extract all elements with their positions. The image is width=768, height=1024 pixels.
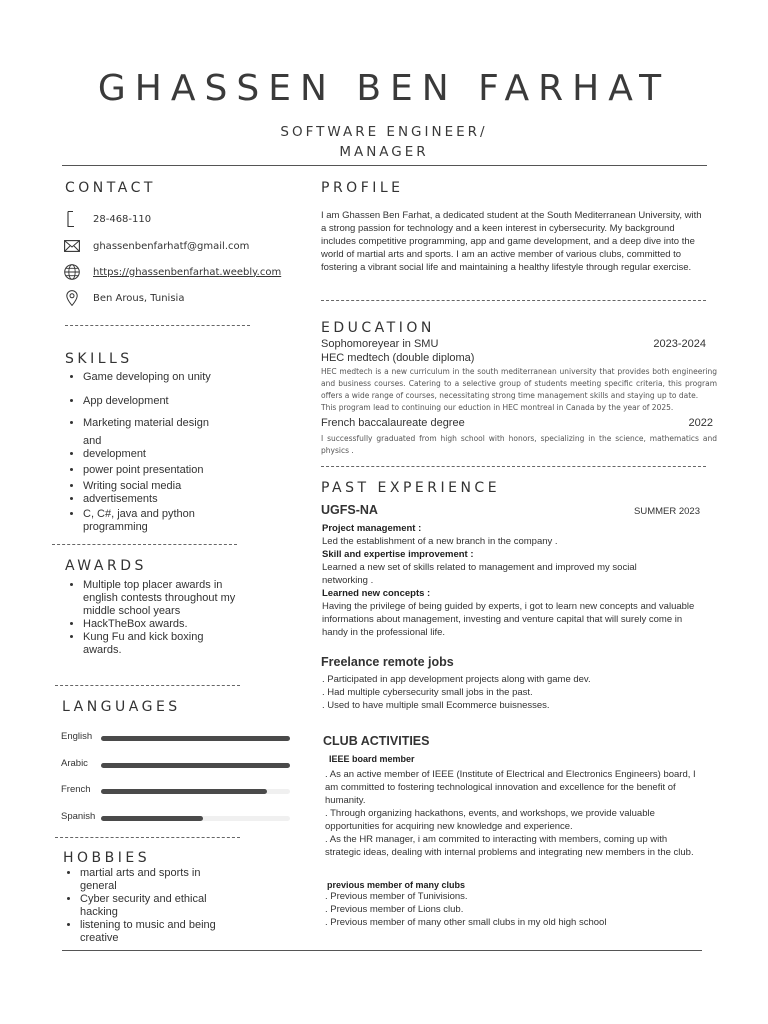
education-1-title: Sophomoreyear in SMU [321,338,439,350]
language-name: Spanish [61,811,96,822]
contact-website [64,262,294,282]
education-title: EDUCATION [321,320,435,336]
skills-title: SKILLS [65,351,133,367]
education-1-description: HEC medtech is a new curriculum in the south mediterranean university that provides both engineering and business courses. Catering to a selective group of students meeting specific criteria, this program offers a wide range of courses, necessitating strong time management skills and staying up to date. [321,367,717,400]
education-2-title: French baccalaureate degree [321,417,465,429]
header-divider [62,165,707,166]
email-text: ghassenbenfarhatf@gmail.com [93,240,250,252]
awards-list [66,579,241,657]
language-bar-fill [101,763,290,768]
project-management-label: Project management : [322,523,422,534]
ieee-item: . As an active member of IEEE (Institute of Electrical and Electronics Engineers) board, I am committed to fostering technological innovation and excellence for the benefit of humanity. [325,769,696,806]
profile-title: PROFILE [321,180,404,196]
clubs-title: CLUB ACTIVITIES [323,734,430,748]
skill-improvement-label: Skill and expertise improvement : [322,549,474,560]
languages-divider [55,837,240,838]
contact-email [64,236,294,256]
education-2-year: 2022 [688,417,713,429]
awards-divider [55,685,240,686]
language-row-arabic [61,758,291,772]
skill-improvement-text: Learned a new set of skills related to management and improved my social networking . [322,562,637,586]
skill-item: • Marketing material design [83,417,266,430]
globe-icon [64,264,80,280]
education-1-years: 2023-2024 [653,338,706,350]
skill-item: • Game developing on unity [83,371,266,384]
envelope-icon [64,238,80,254]
education-1-description-2: This program lead to continuing our eduction in HEC montreal in Canada by the year of 2025. [321,403,674,412]
freelance-list [322,673,702,712]
contact-phone [64,209,294,229]
project-management-text: Led the establishment of a new branch in the company . [322,536,558,547]
education-entry-2 [321,416,713,430]
language-row-spanish [61,811,291,825]
previous-clubs-label: previous member of many clubs [327,880,466,890]
hobby-item: • martial arts and sports in general [80,867,238,893]
hobby-item: • listening to music and being creative [80,919,238,945]
freelance-item: . Used to have multiple small Ecommerce buisnesses. [322,700,550,711]
previous-club-item: . Previous member of many other small clubs in my old high school [325,917,607,928]
job-title-line2: MANAGER [339,144,429,160]
freelance-item: . Participated in app development projects along with game dev. [322,674,591,685]
location-pin-icon [64,290,80,306]
ieee-details [325,768,700,859]
skill-item: • advertisements [83,493,266,506]
contact-divider [65,325,250,326]
skill-item: • development [83,448,266,461]
experience-title: PAST EXPERIENCE [321,480,501,496]
footer-divider [62,950,702,951]
language-bar-track [101,736,290,741]
contact-title: CONTACT [65,180,156,196]
learned-concepts-text: Having the privilege of being guided by experts, i got to learn new concepts and valuable informations about management, investing and venture capital that will surely come in handy in the professional life. [322,601,695,638]
job-1-org: UGFS-NA [321,503,378,517]
education-1-subtitle: HEC medtech (double diploma) [321,352,475,364]
skill-item: • C, C#, java and python programming [83,508,223,534]
language-row-english [61,731,291,745]
language-name: Arabic [61,758,88,769]
learned-concepts-label: Learned new concepts : [322,588,431,599]
education-2-description: I successfully graduated from high school with honors, specializing in the science, mathematics and physics . [321,434,717,455]
languages-title: LANGUAGES [62,699,181,715]
language-bar-track [101,763,290,768]
language-bar-fill [101,789,267,794]
language-bar-fill [101,736,290,741]
freelance-item: . Had multiple cybersecurity small jobs in the past. [322,687,533,698]
education-entry-1 [321,337,706,351]
skills-list [66,371,266,534]
ieee-label: IEEE board member [329,754,415,764]
hobbies-list [63,867,238,945]
freelance-title: Freelance remote jobs [321,655,454,669]
skill-item: • Writing social media [83,480,266,493]
profile-divider [321,300,706,301]
contact-location [64,288,294,308]
job-title [0,122,768,162]
hobby-item: • Cyber security and ethical hacking [80,893,238,919]
previous-club-item: . Previous member of Tunivisions. [325,891,468,902]
location-text: Ben Arous, Tunisia [93,292,185,304]
award-item: • Kung Fu and kick boxing awards. [83,631,223,657]
language-name: French [61,784,91,795]
language-name: English [61,731,93,742]
previous-club-item: . Previous member of Lions club. [325,904,464,915]
ieee-item: . As the HR manager, i am commited to interacting with members, coming up with strategic ideas, dealing with internal problems and integrating new members in the club. [325,834,694,858]
awards-title: AWARDS [65,558,147,574]
skill-item: • power point presentation [83,464,266,477]
award-item: • HackTheBox awards. [83,618,241,631]
profile-text: I am Ghassen Ben Farhat, a dedicated student at the South Mediterranean University, with a strong passion for technology and a keen interest in cybersecurity. My background includes competitive programming, app and game development, and a deep dive into the world of martial arts and sports. I am an active member of various clubs, committed to fostering a vibrant social life and maintaining a healthy lifestyle through regular exercise. [321,210,702,273]
education-block [321,337,717,457]
website-link[interactable]: https://ghassenbenfarhat.weebly.com [93,266,282,278]
job-1-details [322,522,702,639]
job-1-date: SUMMER 2023 [634,506,700,517]
resume-name: GHASSEN BEN FARHAT [97,68,671,109]
skill-and-word: and [83,435,102,447]
language-bar-fill [101,816,203,821]
award-item: • Multiple top placer awards in english contests throughout my middle school years [83,579,241,618]
job-title-line1: SOFTWARE ENGINEER/ [280,124,488,140]
language-row-french [61,784,291,798]
previous-clubs-list [325,890,700,929]
skill-item: • App development [83,395,266,408]
skills-divider [52,544,237,545]
hobbies-title: HOBBIES [63,850,151,866]
language-bar-track [101,816,290,821]
education-divider [321,466,706,467]
phone-text: 28-468-110 [93,213,152,225]
ieee-item: . Through organizing hackathons, events, and workshops, we provide valuable opportunities for acquiring new knowledge and experience. [325,808,655,832]
language-bar-track [101,789,290,794]
phone-icon [64,211,80,227]
